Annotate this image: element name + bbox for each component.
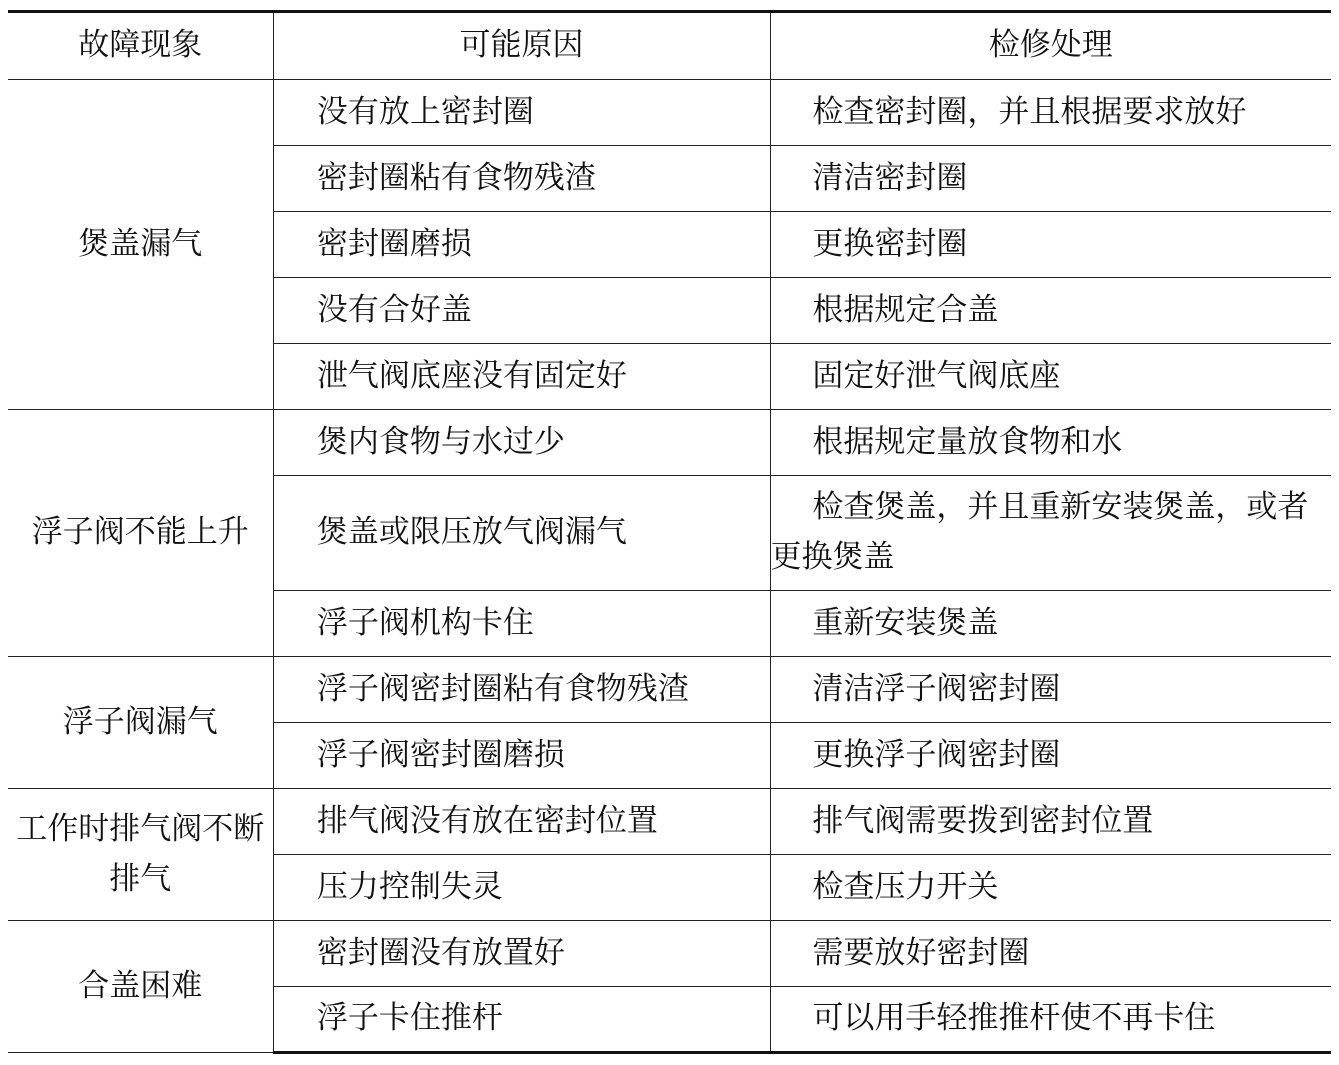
fix-cell: 可以用手轻推推杆使不再卡住: [770, 987, 1331, 1053]
symptom-cell: 煲盖漏气: [8, 80, 273, 410]
cause-cell: 没有合好盖: [273, 278, 770, 344]
table-body: [8, 80, 1331, 1053]
fix-cell: 检查密封圈，并且根据要求放好: [770, 80, 1331, 146]
fix-cell: 更换浮子阀密封圈: [770, 723, 1331, 789]
symptom-cell: 合盖困难: [8, 921, 273, 1053]
fix-cell: 固定好泄气阀底座: [770, 344, 1331, 410]
fix-cell: 重新安装煲盖: [770, 591, 1331, 657]
cause-cell: 排气阀没有放在密封位置: [273, 789, 770, 855]
fix-cell: 清洁浮子阀密封圈: [770, 657, 1331, 723]
cause-cell: 浮子阀机构卡住: [273, 591, 770, 657]
symptom-cell: 浮子阀不能上升: [8, 410, 273, 657]
cause-cell: 煲盖或限压放气阀漏气: [273, 476, 770, 591]
table-row: [8, 657, 1331, 723]
cause-cell: 浮子阀密封圈粘有食物残渣: [273, 657, 770, 723]
cause-cell: 密封圈没有放置好: [273, 921, 770, 987]
fault-table: [8, 10, 1331, 1054]
table-row: [8, 921, 1331, 987]
symptom-cell: 浮子阀漏气: [8, 657, 273, 789]
fix-cell: 清洁密封圈: [770, 146, 1331, 212]
cause-cell: 煲内食物与水过少: [273, 410, 770, 476]
header-cause: 可能原因: [273, 12, 770, 80]
table-row: [8, 789, 1331, 855]
cause-cell: 泄气阀底座没有固定好: [273, 344, 770, 410]
header-symptom: 故障现象: [8, 12, 273, 80]
table-row: [8, 80, 1331, 146]
table-row: [8, 410, 1331, 476]
cause-cell: 压力控制失灵: [273, 855, 770, 921]
header-fix: 检修处理: [770, 12, 1331, 80]
cause-cell: 没有放上密封圈: [273, 80, 770, 146]
cause-cell: 浮子卡住推杆: [273, 987, 770, 1053]
fix-cell: 更换密封圈: [770, 212, 1331, 278]
header-row: [8, 12, 1331, 80]
fix-cell: 需要放好密封圈: [770, 921, 1331, 987]
cause-cell: 密封圈磨损: [273, 212, 770, 278]
fix-cell: 根据规定合盖: [770, 278, 1331, 344]
symptom-cell: 工作时排气阀不断排气: [8, 789, 273, 921]
fix-cell: 检查压力开关: [770, 855, 1331, 921]
fix-cell: 排气阀需要拨到密封位置: [770, 789, 1331, 855]
fix-cell: 检查煲盖，并且重新安装煲盖，或者更换煲盖: [770, 476, 1331, 591]
cause-cell: 浮子阀密封圈磨损: [273, 723, 770, 789]
cause-cell: 密封圈粘有食物残渣: [273, 146, 770, 212]
fix-cell: 根据规定量放食物和水: [770, 410, 1331, 476]
